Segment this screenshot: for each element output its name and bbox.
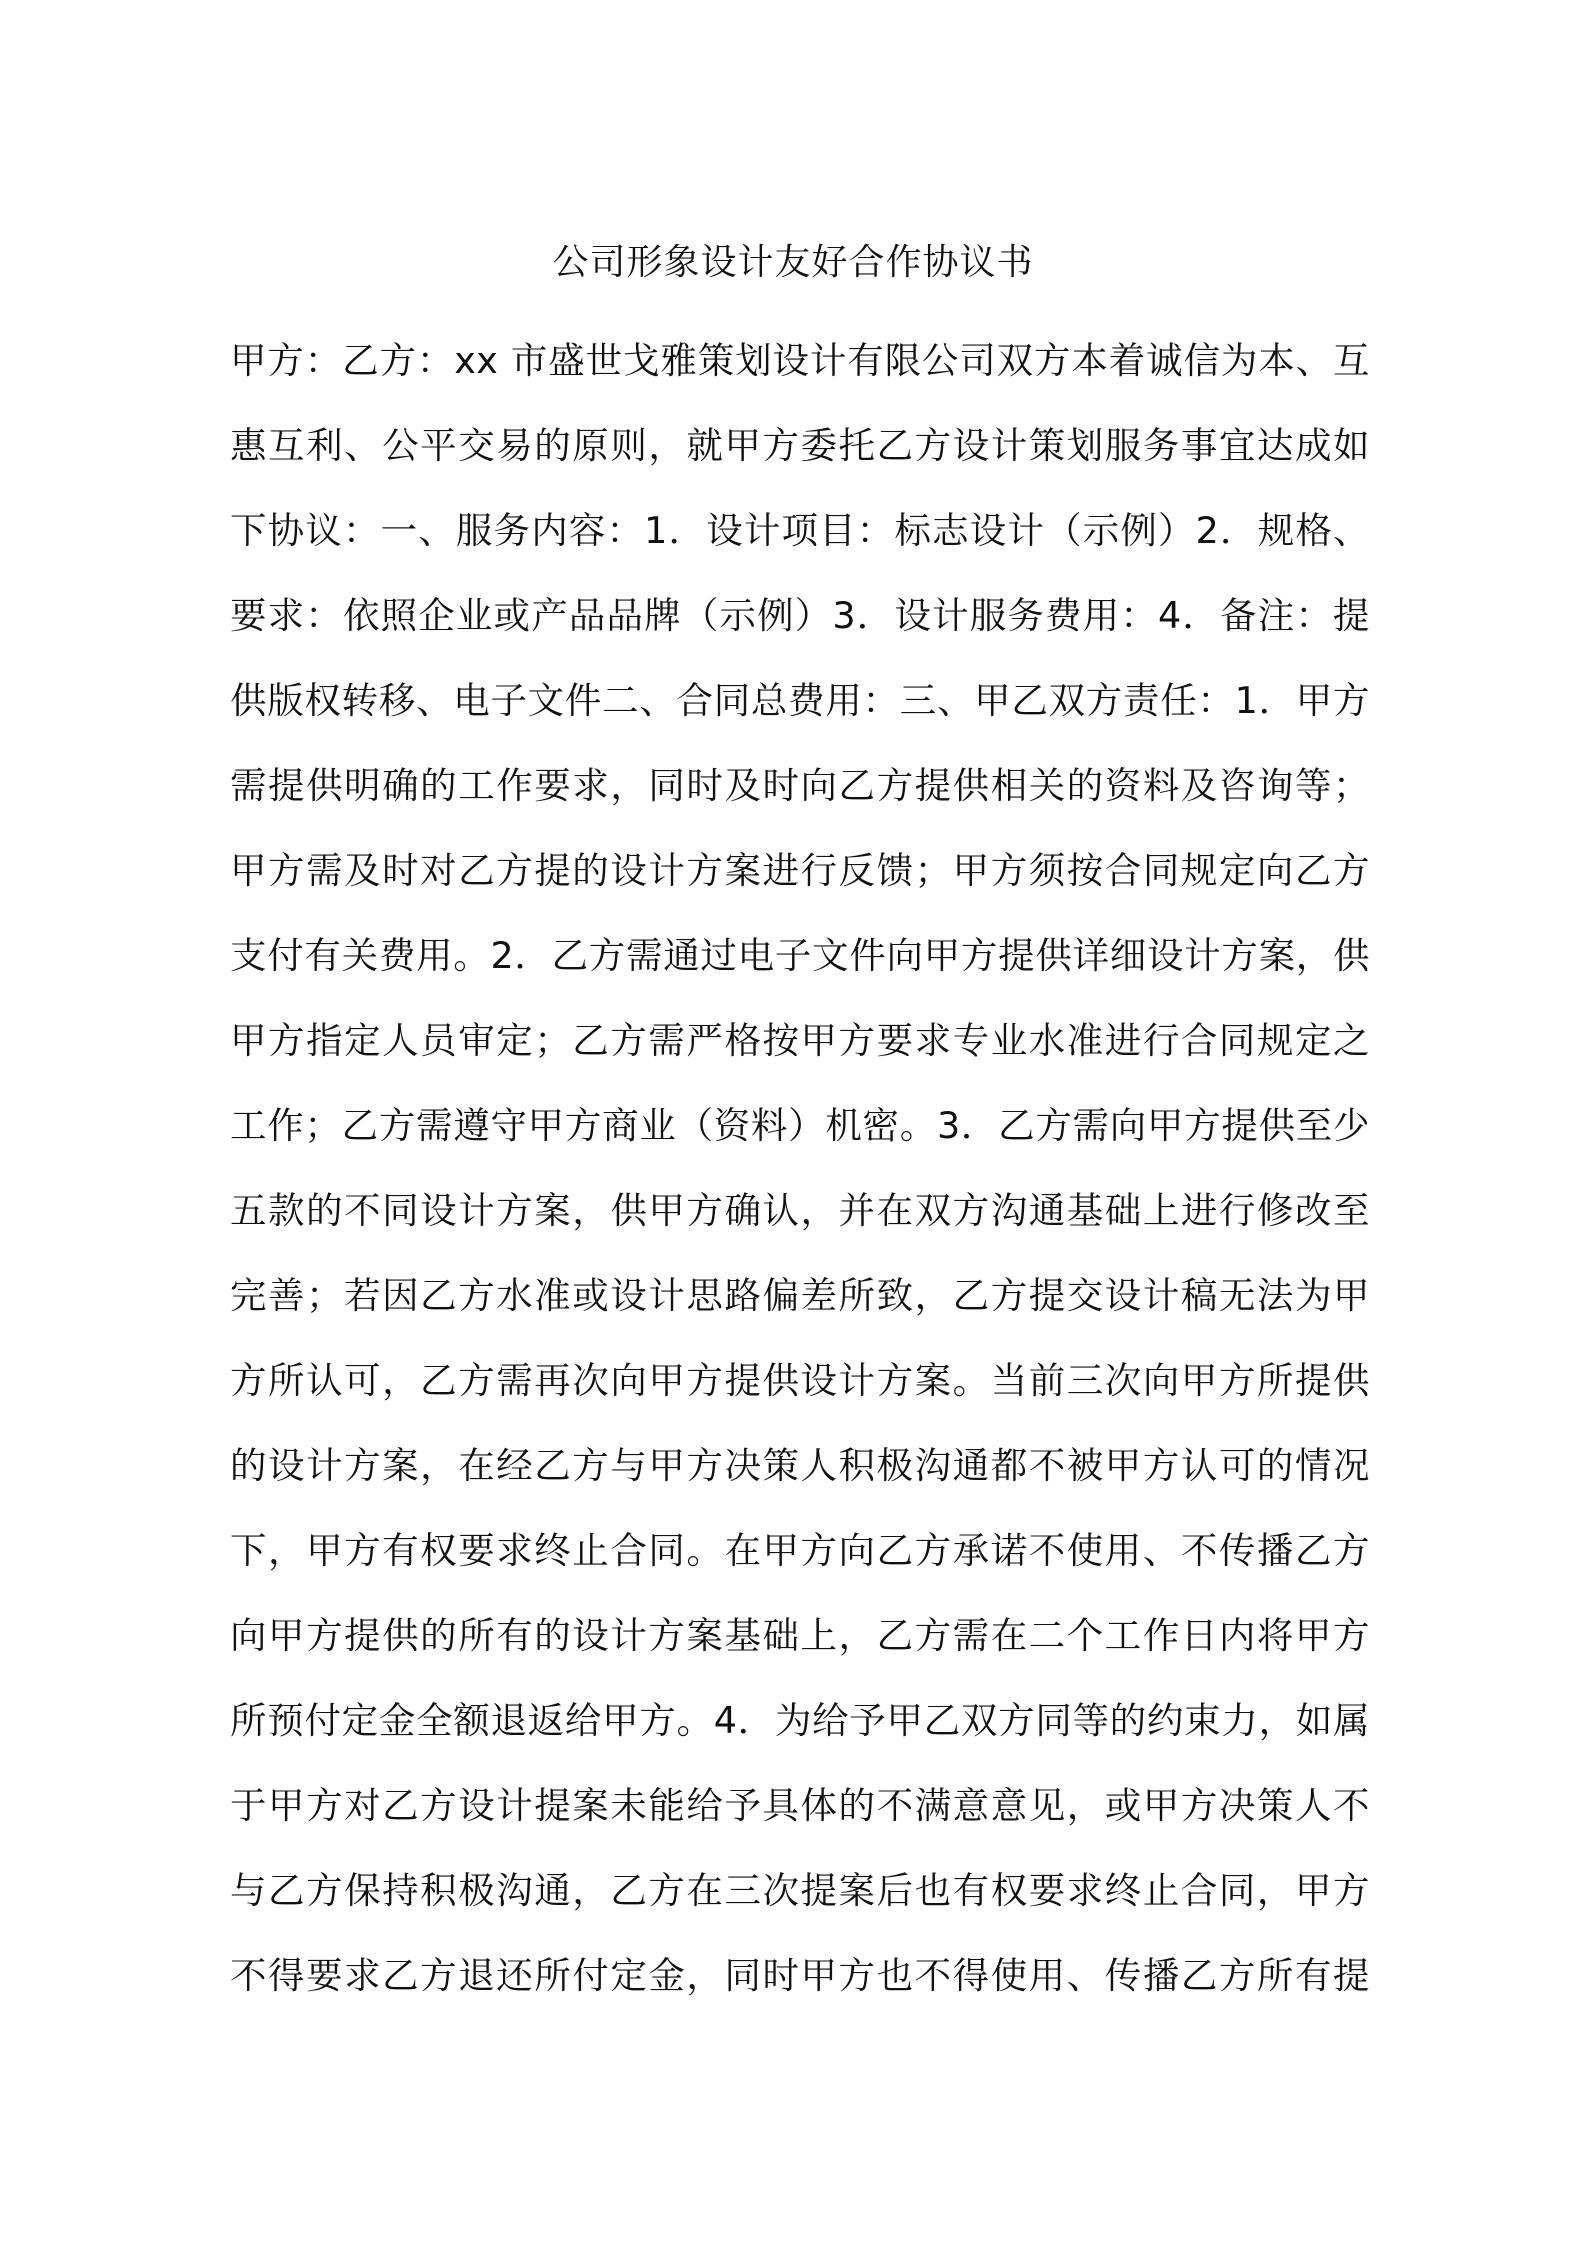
body-line: 于甲方对乙方设计提案未能给予具体的不满意意见，或甲方决策人不 bbox=[230, 1784, 1370, 1827]
body-line: 完善；若因乙方水准或设计思路偏差所致，乙方提交设计稿无法为甲 bbox=[230, 1274, 1370, 1317]
body-line: 不得要求乙方退还所付定金，同时甲方也不得使用、传播乙方所有提 bbox=[230, 1954, 1370, 1997]
body-line: 向甲方提供的所有的设计方案基础上，乙方需在二个工作日内将甲方 bbox=[230, 1614, 1370, 1657]
body-line: 所预付定金全额退返给甲方。4．为给予甲乙双方同等的约束力，如属 bbox=[230, 1699, 1370, 1742]
body-line: 下，甲方有权要求终止合同。在甲方向乙方承诺不使用、不传播乙方 bbox=[230, 1529, 1370, 1572]
body-line: 需提供明确的工作要求，同时及时向乙方提供相关的资料及咨询等； bbox=[230, 764, 1370, 807]
document-title: 公司形象设计友好合作协议书 bbox=[552, 242, 1034, 283]
body-line: 工作；乙方需遵守甲方商业（资料）机密。3．乙方需向甲方提供至少 bbox=[230, 1104, 1370, 1147]
body-line: 供版权转移、电子文件二、合同总费用：三、甲乙双方责任：1．甲方 bbox=[230, 679, 1370, 722]
body-line: 与乙方保持积极沟通，乙方在三次提案后也有权要求终止合同，甲方 bbox=[230, 1869, 1370, 1912]
body-line: 支付有关费用。2．乙方需通过电子文件向甲方提供详细设计方案，供 bbox=[230, 934, 1370, 977]
body-line: 五款的不同设计方案，供甲方确认，并在双方沟通基础上进行修改至 bbox=[230, 1189, 1370, 1232]
body-line: 方所认可，乙方需再次向甲方提供设计方案。当前三次向甲方所提供 bbox=[230, 1359, 1370, 1402]
document-body bbox=[230, 318, 1370, 2018]
body-line: 惠互利、公平交易的原则，就甲方委托乙方设计策划服务事宜达成如 bbox=[230, 424, 1370, 467]
body-line: 甲方指定人员审定；乙方需严格按甲方要求专业水准进行合同规定之 bbox=[230, 1019, 1370, 1062]
body-line: 甲方：乙方：xx 市盛世戈雅策划设计有限公司双方本着诚信为本、互 bbox=[230, 339, 1370, 382]
body-line: 的设计方案，在经乙方与甲方决策人积极沟通都不被甲方认可的情况 bbox=[230, 1444, 1370, 1487]
body-line: 甲方需及时对乙方提的设计方案进行反馈；甲方须按合同规定向乙方 bbox=[230, 849, 1370, 892]
body-line: 下协议：一、服务内容：1．设计项目：标志设计（示例）2．规格、 bbox=[230, 509, 1370, 552]
body-line: 要求：依照企业或产品品牌（示例）3．设计服务费用：4．备注：提 bbox=[230, 594, 1370, 637]
